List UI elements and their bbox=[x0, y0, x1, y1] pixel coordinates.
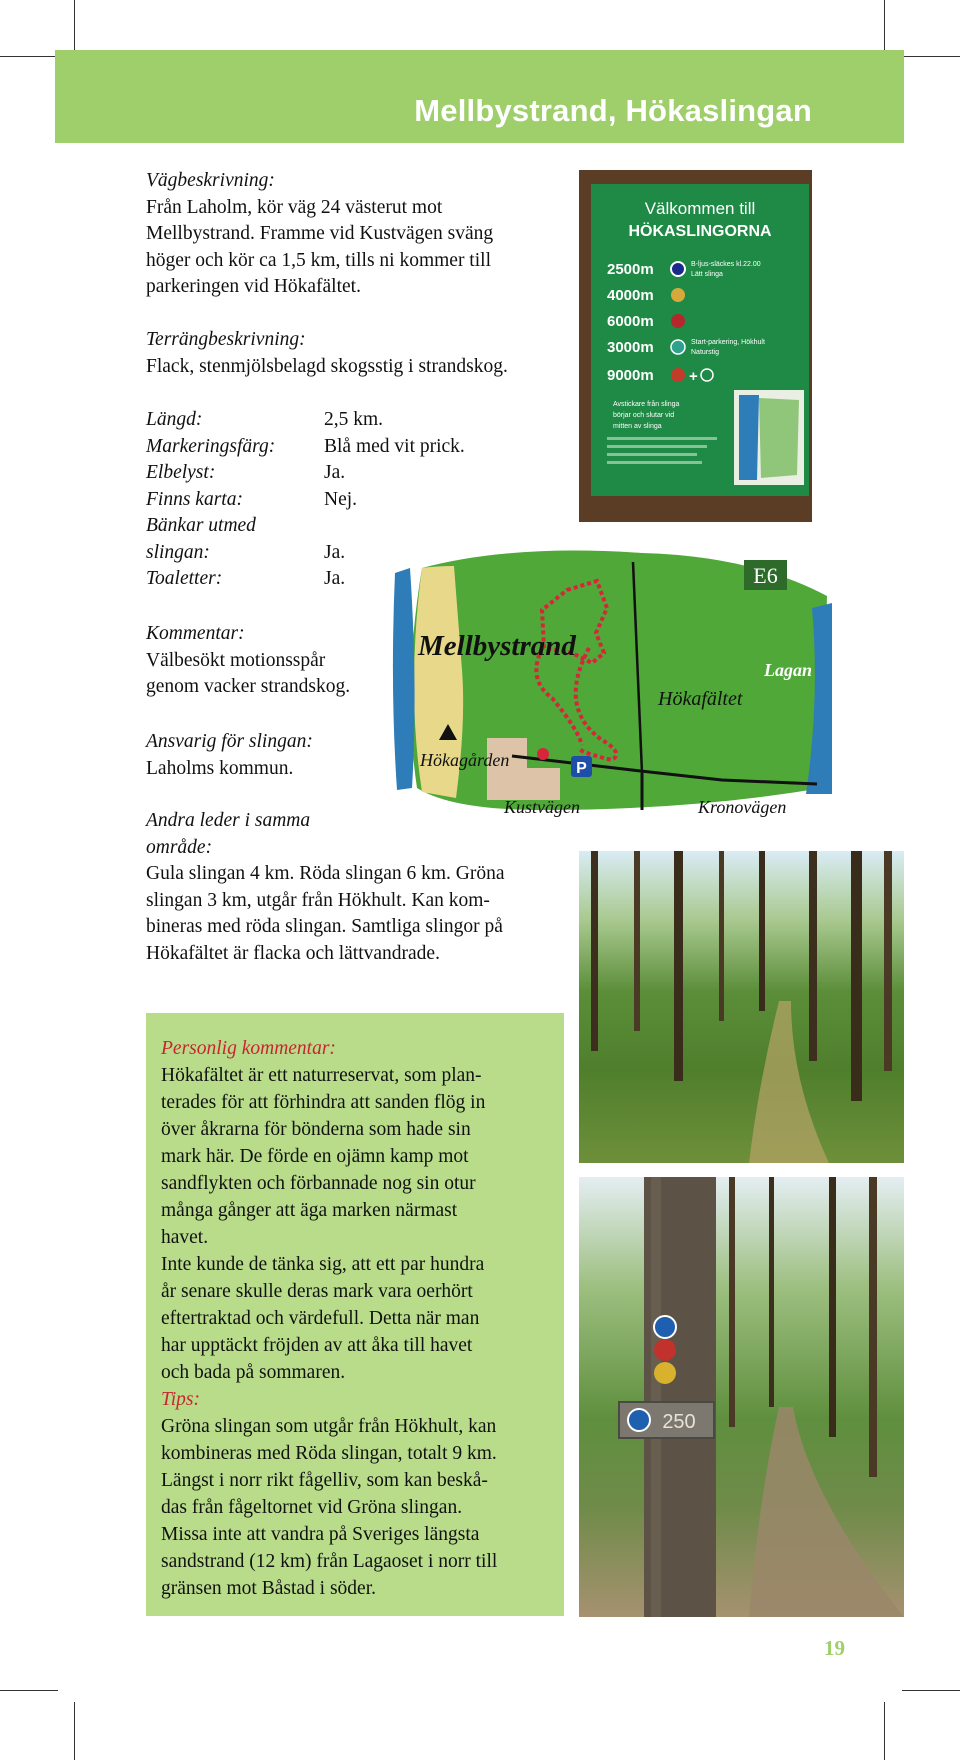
sign-marker-dot bbox=[671, 340, 685, 354]
sign-note: Start-parkering, Hökhult bbox=[691, 339, 765, 346]
other-trails-section bbox=[146, 808, 566, 967]
other-trails-line: Gula slingan 4 km. Röda slingan 6 km. Gröna bbox=[146, 863, 505, 884]
responsible-text: Laholms kommun. bbox=[146, 757, 294, 779]
personal-comment-line: eftertraktad och värdefull. Detta när man bbox=[161, 1308, 480, 1329]
personal-comment-line: mark här. De förde en ojämn kamp mot bbox=[161, 1146, 469, 1167]
tips-line: das från fågeltornet vid Gröna slingan. bbox=[161, 1497, 463, 1518]
comment-line: Välbesökt motionsspår bbox=[146, 649, 326, 671]
start-marker bbox=[537, 748, 549, 760]
map-label-field: Hökafältet bbox=[658, 688, 743, 710]
fact-key: Bänkar utmed bbox=[146, 515, 256, 536]
map-label-river: Lagan bbox=[764, 660, 813, 680]
map-label-road-kronovagen: Kronovägen bbox=[698, 797, 787, 817]
red-trail-marker bbox=[654, 1339, 676, 1361]
sign-note: B-ljus-släckes kl.22.00 bbox=[691, 261, 761, 268]
trail-map-graphic bbox=[392, 548, 832, 822]
personal-comment-box bbox=[146, 1013, 564, 1616]
other-trails-label: område: bbox=[146, 836, 213, 858]
personal-comment-line: havet. bbox=[161, 1227, 209, 1248]
tips-line: Missa inte att vandra på Sveriges längsta bbox=[161, 1524, 480, 1545]
personal-comment-line: över åkrarna för bönderna som hade sin bbox=[161, 1119, 471, 1140]
personal-comment-line: terades för att förhindra att sanden flög in bbox=[161, 1092, 486, 1113]
sign-note: Lätt slinga bbox=[691, 271, 723, 278]
personal-comment-line: år senare skulle deras mark vara oerhört bbox=[161, 1281, 473, 1302]
responsible-section bbox=[146, 729, 396, 782]
parking-label: P bbox=[576, 760, 587, 777]
sign-footer: mitten av slinga bbox=[613, 423, 662, 430]
personal-comment-line: och bada på sommaren. bbox=[161, 1362, 346, 1383]
trail-marker-photo bbox=[579, 1177, 904, 1617]
fact-key: Elbelyst: bbox=[146, 462, 216, 483]
fact-value: Ja. bbox=[324, 568, 346, 589]
fact-value: 2,5 km. bbox=[324, 409, 384, 430]
sign-marker-dot bbox=[671, 314, 685, 328]
sign-footer: Avstickare från slinga bbox=[613, 401, 680, 408]
tips-line: kombineras med Röda slingan, totalt 9 km. bbox=[161, 1443, 497, 1464]
header-banner bbox=[55, 50, 904, 143]
other-trails-line: bineras med röda slingan. Samtliga slingor på bbox=[146, 916, 503, 937]
personal-comment-line: Inte kunde de tänka sig, att ett par hundra bbox=[161, 1254, 485, 1275]
map-label-camp: Hökagården bbox=[420, 750, 510, 770]
directions-line: parkeringen vid Hökafältet. bbox=[146, 276, 361, 297]
fact-key: Längd: bbox=[146, 409, 203, 430]
fact-value: Ja. bbox=[324, 541, 346, 563]
personal-comment-line: Hökafältet är ett naturreservat, som plan- bbox=[161, 1065, 482, 1086]
personal-comment-label: Personlig kommentar: bbox=[161, 1038, 336, 1059]
map-label-town: Mellbystrand bbox=[418, 630, 576, 662]
sign-distance: 3000m bbox=[607, 339, 654, 356]
fact-row bbox=[146, 513, 526, 540]
crop-mark bbox=[0, 1690, 58, 1691]
terrain-section bbox=[146, 327, 566, 380]
fact-key: Markeringsfärg: bbox=[146, 435, 276, 457]
fact-row bbox=[146, 487, 526, 514]
personal-comment-line: sandflykten och förbannade nog sin otur bbox=[161, 1173, 476, 1194]
sign-distance: 6000m bbox=[607, 313, 654, 330]
sign-footer: börjar och slutar vid bbox=[613, 412, 675, 419]
sign-photo bbox=[579, 170, 812, 522]
directions-label: Vägbeskrivning: bbox=[146, 170, 275, 191]
sign-title: Välkommen till bbox=[644, 199, 756, 218]
tips-line: Gröna slingan som utgår från Hökhult, kan bbox=[161, 1416, 497, 1437]
sign-distance: 9000m bbox=[607, 367, 654, 384]
fact-value: Ja. bbox=[324, 462, 346, 483]
map-label-road-kustvagen: Kustvägen bbox=[504, 797, 580, 817]
tips-line: gränsen mot Båstad i söder. bbox=[161, 1578, 377, 1599]
fact-row bbox=[146, 460, 526, 487]
comment-line: genom vacker strandskog. bbox=[146, 676, 351, 697]
trail-map bbox=[392, 548, 832, 822]
e6-road-sign-label: E6 bbox=[753, 563, 778, 588]
fact-key: Finns karta: bbox=[146, 488, 243, 510]
fact-key: Toaletter: bbox=[146, 568, 223, 589]
crop-mark bbox=[0, 56, 58, 57]
trail-marker-scene bbox=[579, 1177, 904, 1617]
crop-mark bbox=[74, 1702, 75, 1760]
directions-line: Mellbystrand. Framme vid Kustvägen sväng bbox=[146, 223, 494, 244]
sign-marker-dot bbox=[671, 368, 685, 382]
sign-distance: 2500m bbox=[607, 261, 654, 278]
crop-mark bbox=[902, 1690, 960, 1691]
fact-row bbox=[146, 434, 526, 461]
distance-plate-label: 250 bbox=[662, 1411, 696, 1433]
comment-section bbox=[146, 621, 396, 701]
crop-mark bbox=[902, 56, 960, 57]
other-trails-line: Hökafältet är flacka och lättvandrade. bbox=[146, 942, 440, 964]
forest-trees bbox=[579, 851, 904, 1163]
yellow-trail-marker bbox=[654, 1362, 676, 1384]
page-number: 19 bbox=[824, 1636, 845, 1660]
crop-mark bbox=[884, 1702, 885, 1760]
personal-comment-line: många gånger att äga marken närmast bbox=[161, 1200, 458, 1221]
sign-plus: + bbox=[689, 368, 698, 385]
directions-line: Från Laholm, kör väg 24 västerut mot bbox=[146, 196, 443, 218]
directions-line: höger och kör ca 1,5 km, tills ni kommer till bbox=[146, 249, 491, 271]
terrain-text: Flack, stenmjölsbelagd skogsstig i strandskog. bbox=[146, 355, 508, 377]
sign-marker-dot bbox=[671, 262, 685, 276]
other-trails-label: Andra leder i samma bbox=[146, 810, 311, 831]
tips-line: sandstrand (12 km) från Lagaoset i norr till bbox=[161, 1551, 498, 1572]
sign-note: Naturstig bbox=[691, 349, 720, 356]
fact-value: Nej. bbox=[324, 488, 358, 510]
page-title: Mellbystrand, Hökaslingan bbox=[414, 93, 812, 128]
personal-comment-line: har upptäckt fröjden av att åka till havet bbox=[161, 1335, 473, 1356]
tips-label: Tips: bbox=[161, 1389, 201, 1410]
other-trails-line: slingan 3 km, utgår från Hökhult. Kan kom- bbox=[146, 889, 490, 911]
comment-label: Kommentar: bbox=[146, 623, 245, 644]
fact-key: slingan: bbox=[146, 541, 210, 563]
forest-path-photo bbox=[579, 851, 904, 1163]
sign-marker-dot bbox=[671, 288, 685, 302]
fact-value: Blå med vit prick. bbox=[324, 435, 465, 457]
sign-board bbox=[579, 170, 812, 522]
directions-section bbox=[146, 168, 556, 301]
sea bbox=[393, 568, 415, 790]
blue-trail-marker bbox=[654, 1316, 676, 1338]
terrain-label: Terrängbeskrivning: bbox=[146, 329, 306, 350]
sign-distance: 4000m bbox=[607, 287, 654, 304]
tips-line: Längst i norr rikt fågelliv, som kan beskå- bbox=[161, 1470, 488, 1491]
responsible-label: Ansvarig för slingan: bbox=[146, 731, 313, 752]
sign-title: HÖKASLINGORNA bbox=[628, 223, 772, 240]
fact-row bbox=[146, 407, 526, 434]
